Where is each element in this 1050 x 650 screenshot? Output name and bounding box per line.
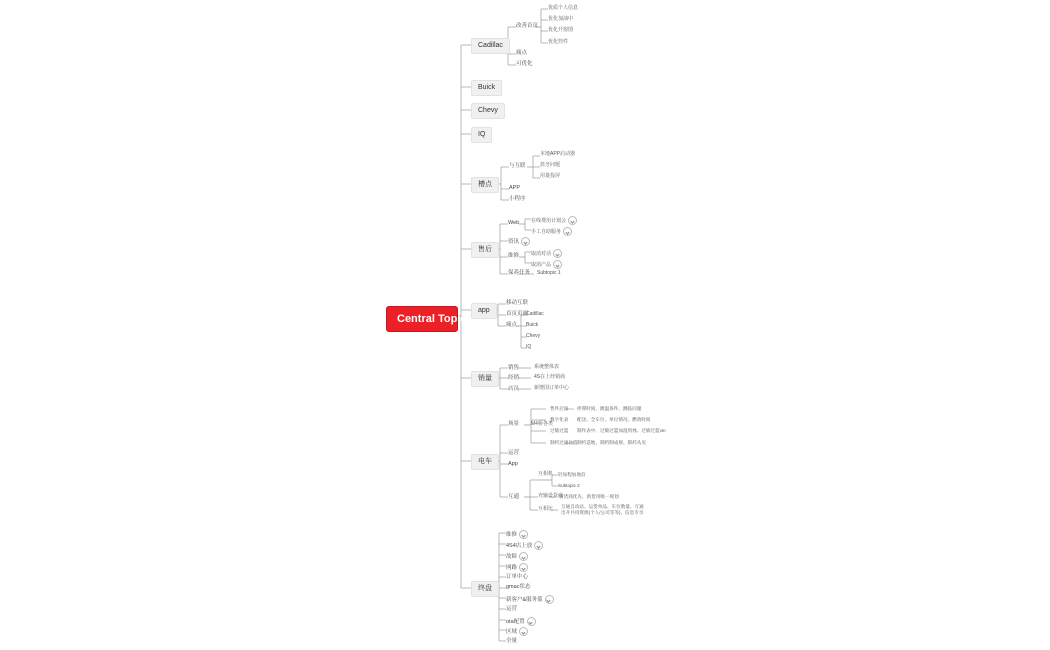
node-zhongpan-10[interactable] xyxy=(504,626,530,637)
node-caodian-ic-3[interactable]: 用量投屏 xyxy=(540,173,561,179)
node-cadillac-improve-home[interactable]: 改善首页 xyxy=(516,23,539,29)
collapse-icon[interactable] xyxy=(563,227,572,236)
node-zhongpan-7[interactable] xyxy=(504,594,556,605)
node-dianche-app[interactable]: App xyxy=(508,461,518,467)
node-zhongpan-11[interactable]: 全量 xyxy=(506,638,518,644)
node-zhongpan-2[interactable] xyxy=(504,540,545,551)
node-dianche-item-1[interactable]: 售件店面 xyxy=(550,406,569,411)
node-dianche-item-3-detail: 制作表中、过敏过篮加湿到烛、过敏过篮vin xyxy=(577,428,666,433)
branch-zhongpan[interactable]: 终盘 xyxy=(471,581,499,597)
node-dianche-item-4[interactable]: 制约过滤比值 xyxy=(550,440,578,445)
node-zhongpan-3[interactable] xyxy=(504,551,530,562)
branch-xiaoliang[interactable]: 销量 xyxy=(471,371,499,387)
node-caodian-miniprogram[interactable]: 小程序 xyxy=(509,196,526,202)
node-xiaoliang-dealer-detail[interactable]: 4S在上经销商 xyxy=(534,374,566,380)
node-cadillac-home-3[interactable]: 优化升窗图 xyxy=(548,27,574,33)
collapse-icon[interactable] xyxy=(527,617,536,626)
node-shouhou-news-label: 资讯 xyxy=(508,238,520,245)
collapse-icon[interactable] xyxy=(534,541,543,550)
node-xiaoliang-staff[interactable]: 店员 xyxy=(508,386,520,392)
node-shouhou-web-2-label: 手工自助服务 xyxy=(531,228,562,235)
node-zhongpan-2-label: 4S4店上放 xyxy=(506,542,533,549)
collapse-icon[interactable] xyxy=(519,530,528,539)
node-zhongpan-4-label: 网路 xyxy=(506,564,518,571)
node-zhongpan-1-label: 维修 xyxy=(506,531,518,538)
branch-cadillac[interactable]: Cadillac xyxy=(471,38,510,54)
branch-buick[interactable]: Buick xyxy=(471,80,502,96)
node-dianche-item-4-detail: 制约造地、制约制成规、制药从见 xyxy=(577,440,646,445)
collapse-icon[interactable] xyxy=(553,249,562,258)
node-dianche-scene-m4[interactable]: M4桥各类 xyxy=(531,421,553,427)
collapse-icon[interactable] xyxy=(521,237,530,246)
node-dianche-operate[interactable]: 运营 xyxy=(508,450,520,456)
node-zhongpan-9-label: ota配置 xyxy=(506,618,525,625)
node-cadillac-home-4[interactable]: 优化控件 xyxy=(548,39,569,45)
node-app-mobile[interactable]: 移动互联 xyxy=(506,300,529,306)
node-hutong-supplier[interactable]: 充输设货商 xyxy=(538,493,564,499)
node-hutong-supplier-detail: 新货商优先、新货用唯一规划 xyxy=(559,494,619,499)
node-app-brand-iq[interactable]: IQ xyxy=(526,344,532,350)
node-cadillac-home-1[interactable]: 优质个人信息 xyxy=(548,5,579,11)
collapse-icon[interactable] xyxy=(545,595,554,604)
node-zhongpan-8[interactable]: 运营 xyxy=(506,606,518,612)
node-hutong-compare-detail xyxy=(559,503,647,516)
node-dianche-item-2[interactable]: 数字化表 xyxy=(550,417,569,422)
node-app-brand-buick[interactable]: Buick xyxy=(526,322,539,328)
node-hutong-camera[interactable]: 互相机 xyxy=(538,471,554,477)
node-shouhou-web-2[interactable] xyxy=(529,226,574,237)
collapse-icon[interactable] xyxy=(568,216,577,225)
node-shouhou-web-1[interactable] xyxy=(529,215,579,226)
node-hutong-compare[interactable]: 互相比 xyxy=(538,506,554,512)
branch-shouhou[interactable]: 售后 xyxy=(471,242,499,258)
node-app-home[interactable]: 首页页面 xyxy=(506,311,529,317)
node-zhongpan-4[interactable] xyxy=(504,562,530,573)
node-zhongpan-3-label: 故障 xyxy=(506,553,518,560)
node-shouhou-repair-1-label: 取消对话 xyxy=(531,250,552,257)
node-xiaoliang-dealer[interactable]: 经销 xyxy=(508,375,520,381)
node-shouhou-repair[interactable]: 维修 xyxy=(508,253,520,259)
branch-dianche[interactable]: 电车 xyxy=(471,454,499,470)
branch-chevy[interactable]: Chevy xyxy=(471,103,505,119)
root-node[interactable]: Central Topic xyxy=(386,306,458,332)
collapse-icon[interactable] xyxy=(519,627,528,636)
collapse-icon[interactable] xyxy=(519,563,528,572)
node-shouhou-repair-2-label: 取消产品 xyxy=(531,261,552,268)
node-zhongpan-10-label: 区域 xyxy=(506,628,518,635)
node-cadillac-optimizable[interactable]: 可优化 xyxy=(516,61,533,67)
node-shouhou-web[interactable]: Web xyxy=(508,220,520,226)
node-caodian-app[interactable]: APP xyxy=(509,185,521,191)
node-shouhou-maintain[interactable]: 保养任务 xyxy=(508,270,531,276)
node-app-brand-cadillac[interactable]: Cadillac xyxy=(526,311,544,317)
node-hutong-camera-1[interactable]: 轻加程加地信 xyxy=(558,472,586,477)
node-cadillac-paindot[interactable]: 痛点 xyxy=(516,50,528,56)
node-app-brand-chevy[interactable]: Chevy xyxy=(526,333,541,339)
node-hutong-camera-2[interactable]: Subtopic 2 xyxy=(558,483,580,488)
node-xiaoliang-sales-detail[interactable]: 系统整体表 xyxy=(534,364,560,370)
node-caodian-ic-1[interactable]: 本地APP启动器 xyxy=(540,151,576,157)
node-zhongpan-6[interactable]: gmac状态 xyxy=(506,584,531,590)
node-shouhou-subtopic-1[interactable]: Subtopic 1 xyxy=(537,270,561,276)
node-xiaoliang-staff-detail[interactable]: 新增国订单中心 xyxy=(534,385,570,391)
node-xiaoliang-sales[interactable]: 销售 xyxy=(508,365,520,371)
branch-iq[interactable]: IQ xyxy=(471,127,492,143)
node-app-paindot[interactable]: 痛点 xyxy=(506,322,518,328)
collapse-icon[interactable] xyxy=(553,260,562,269)
node-zhongpan-5[interactable]: 订单中心 xyxy=(506,574,529,580)
node-shouhou-repair-2[interactable] xyxy=(529,259,564,270)
collapse-icon[interactable] xyxy=(519,552,528,561)
node-dianche-item-2-detail: 配送、全车位、单位情况、燃效时间 xyxy=(577,417,651,422)
node-dianche-scene[interactable]: 场景 xyxy=(508,421,520,427)
node-shouhou-web-1-label: 在线费用计划会 xyxy=(531,217,567,224)
node-shouhou-repair-1[interactable] xyxy=(529,248,564,259)
node-caodian-ic-2[interactable]: 蓝牙问题 xyxy=(540,162,561,168)
node-caodian-interconnect[interactable]: 与互联 xyxy=(509,163,526,169)
node-dianche-item-1-detail: 停滞时间、跳温条件、跳临问题 xyxy=(577,406,642,411)
node-shouhou-news[interactable] xyxy=(506,236,532,247)
node-dianche-item-3[interactable]: 过敏过篮 xyxy=(550,428,569,433)
node-zhongpan-7-label: 新客户&服务篮 xyxy=(506,596,543,603)
branch-app[interactable]: app xyxy=(471,303,497,319)
node-hutong-compare-detail-text: 互通自动站、运货单品、车位数量、互通出开共用资源(个人/公司等等)、信息专享 xyxy=(561,504,644,515)
branch-caodian[interactable]: 槽点 xyxy=(471,177,499,193)
node-dianche-hutong[interactable]: 互通 xyxy=(508,494,520,500)
node-zhongpan-1[interactable] xyxy=(504,529,530,540)
node-cadillac-home-2[interactable]: 优化加油中 xyxy=(548,16,574,22)
